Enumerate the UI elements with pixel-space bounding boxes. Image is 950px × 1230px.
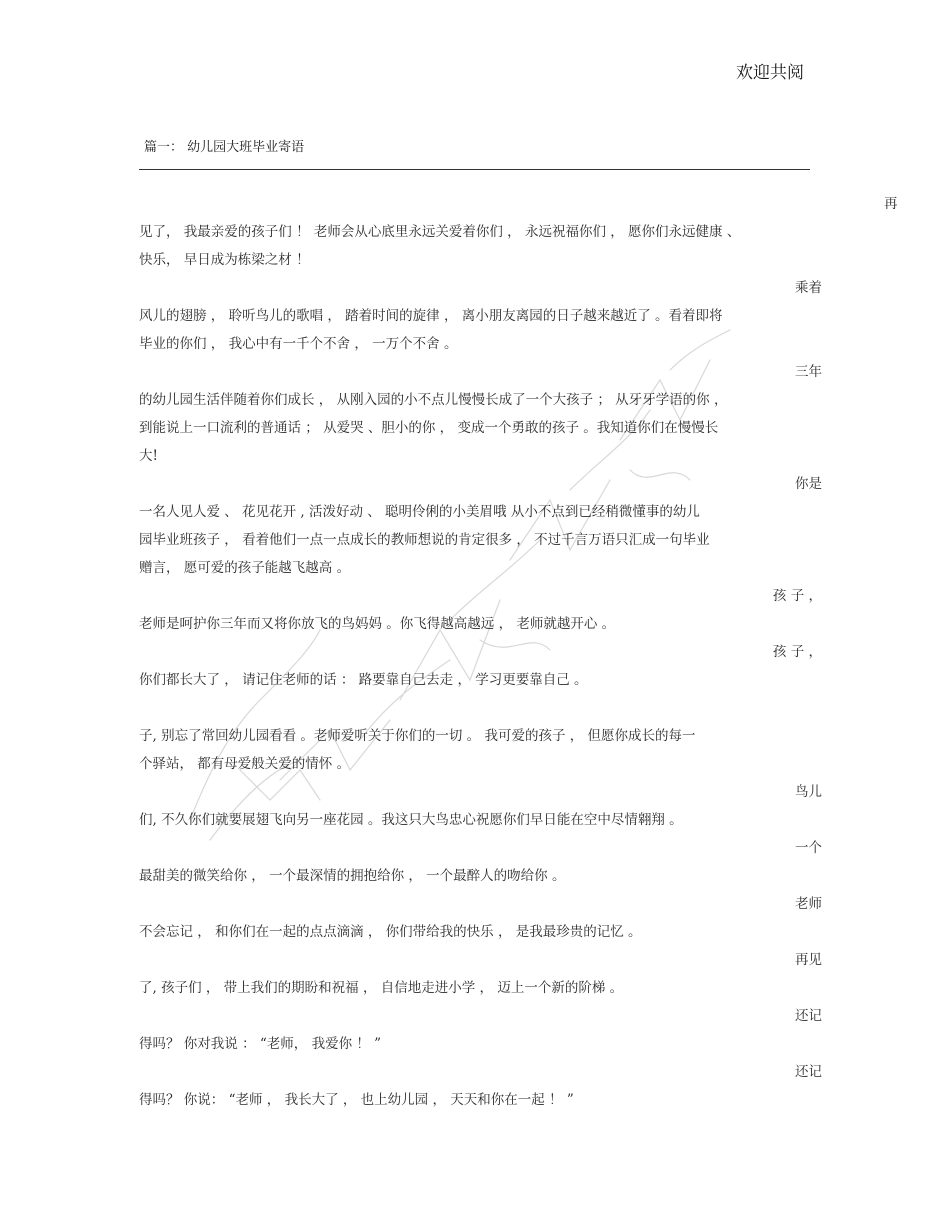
- paragraph-line: 了, 孩子们 ， 带上我们的期盼和祝福 ， 自信地走进小学 ， 迈上一个新的阶梯 。: [139, 980, 624, 996]
- paragraph-lead: 还记: [795, 1008, 822, 1024]
- paragraph-lead: 还记: [795, 1064, 822, 1080]
- paragraph-lead: 三年: [795, 364, 822, 380]
- paragraph-line: 不会忘记 ， 和你们在一起的点点滴滴 ， 你们带给我的快乐 ， 是我最珍贵的记忆 。: [139, 924, 642, 940]
- paragraph-lead: 再见: [795, 952, 822, 968]
- paragraph-line: 得吗？ 你对我说 ： “老师， 我爱你 ！ ”: [139, 1036, 382, 1052]
- paragraph-line: 得吗？ 你说： “老师 ， 我长大了 ， 也上幼儿园 ， 天天和你在一起 ！ ”: [139, 1092, 574, 1108]
- paragraph-line: 到能说上一口流利的普通话 ； 从爱哭 、胆小的你 ， 变成一个勇敢的孩子 。我知道你们在慢慢长: [139, 420, 719, 436]
- paragraph-line: 你们都长大了 ， 请记住老师的话 ： 路要靠自己去走 ， 学习更要靠自己 。: [139, 672, 588, 688]
- paragraph-lead: 孩 子 ，: [772, 644, 822, 660]
- paragraph-lead: 一个: [795, 840, 822, 856]
- paragraph-line: 风儿的翅膀 ， 聆听鸟儿的歌唱 ， 踏着时间的旋律 ， 离小朋友离园的日子越来越近了 。看着即将: [139, 308, 723, 324]
- paragraph-lead: 乘着: [795, 280, 822, 296]
- paragraph-line: 一名人见人爱 、 花见花开 , 活泼好动 、 聪明伶俐的小美眉哦 从小不点到已经稍微懂事的幼儿: [139, 504, 700, 520]
- paragraph-line: 园毕业班孩子 ， 看着他们一点一点成长的教师想说的肯定很多 ， 不过千言万语只汇成一句毕业: [139, 532, 710, 548]
- paragraph-line: 老师是呵护你三年而又将你放飞的鸟妈妈 。你飞得越高越远 ， 老师就越开心 。: [139, 616, 616, 632]
- paragraph-line: 个驿站， 都有母爱般关爱的情怀 。: [139, 756, 351, 772]
- paragraph-lead: 孩 子 ，: [772, 588, 822, 604]
- paragraph-line: 的幼儿园生活伴随着你们成长 ， 从刚入园的小不点儿慢慢长成了一个大孩子 ； 从牙牙学语的你 ，: [139, 392, 728, 408]
- paragraph-line: 毕业的你们 ， 我心中有一千个不舍 ， 一万个不舍 。: [139, 336, 458, 352]
- title-underline: [139, 169, 810, 170]
- paragraph-line: 快乐， 早日成为栋梁之材 ！: [139, 252, 310, 268]
- paragraph-line: 子, 别忘了常回幼儿园看看 。老师爱听关于你们的一切 。 我可爱的孩子 ， 但愿你成长的每一: [139, 728, 696, 744]
- paragraph-lead: 你是: [795, 476, 822, 492]
- paragraph-line: 最甜美的微笑给你 ， 一个最深情的拥抱给你 ， 一个最醉人的吻给你 。: [139, 868, 566, 884]
- paragraph-line: 们, 不久你们就要展翅飞向另一座花园 。我这只大鸟忠心祝愿你们早日能在空中尽情翱翔 。: [139, 812, 683, 828]
- paragraph-lead: 老师: [795, 896, 822, 912]
- paragraph-lead: 再: [884, 196, 898, 212]
- document-title: 篇一： 幼儿园大班毕业寄语: [144, 140, 305, 155]
- paragraph-line: 赠言， 愿可爱的孩子能越飞越高 。: [139, 560, 351, 576]
- header-tag: 欢迎共阅: [736, 63, 804, 83]
- paragraph-line: 见了， 我最亲爱的孩子们 ！ 老师会从心底里永远关爱着你们 ， 永远祝福你们 ， 愿你们永远健康 、: [139, 224, 741, 240]
- paragraph-line: 大!: [139, 448, 158, 464]
- paragraph-lead: 鸟儿: [795, 784, 822, 800]
